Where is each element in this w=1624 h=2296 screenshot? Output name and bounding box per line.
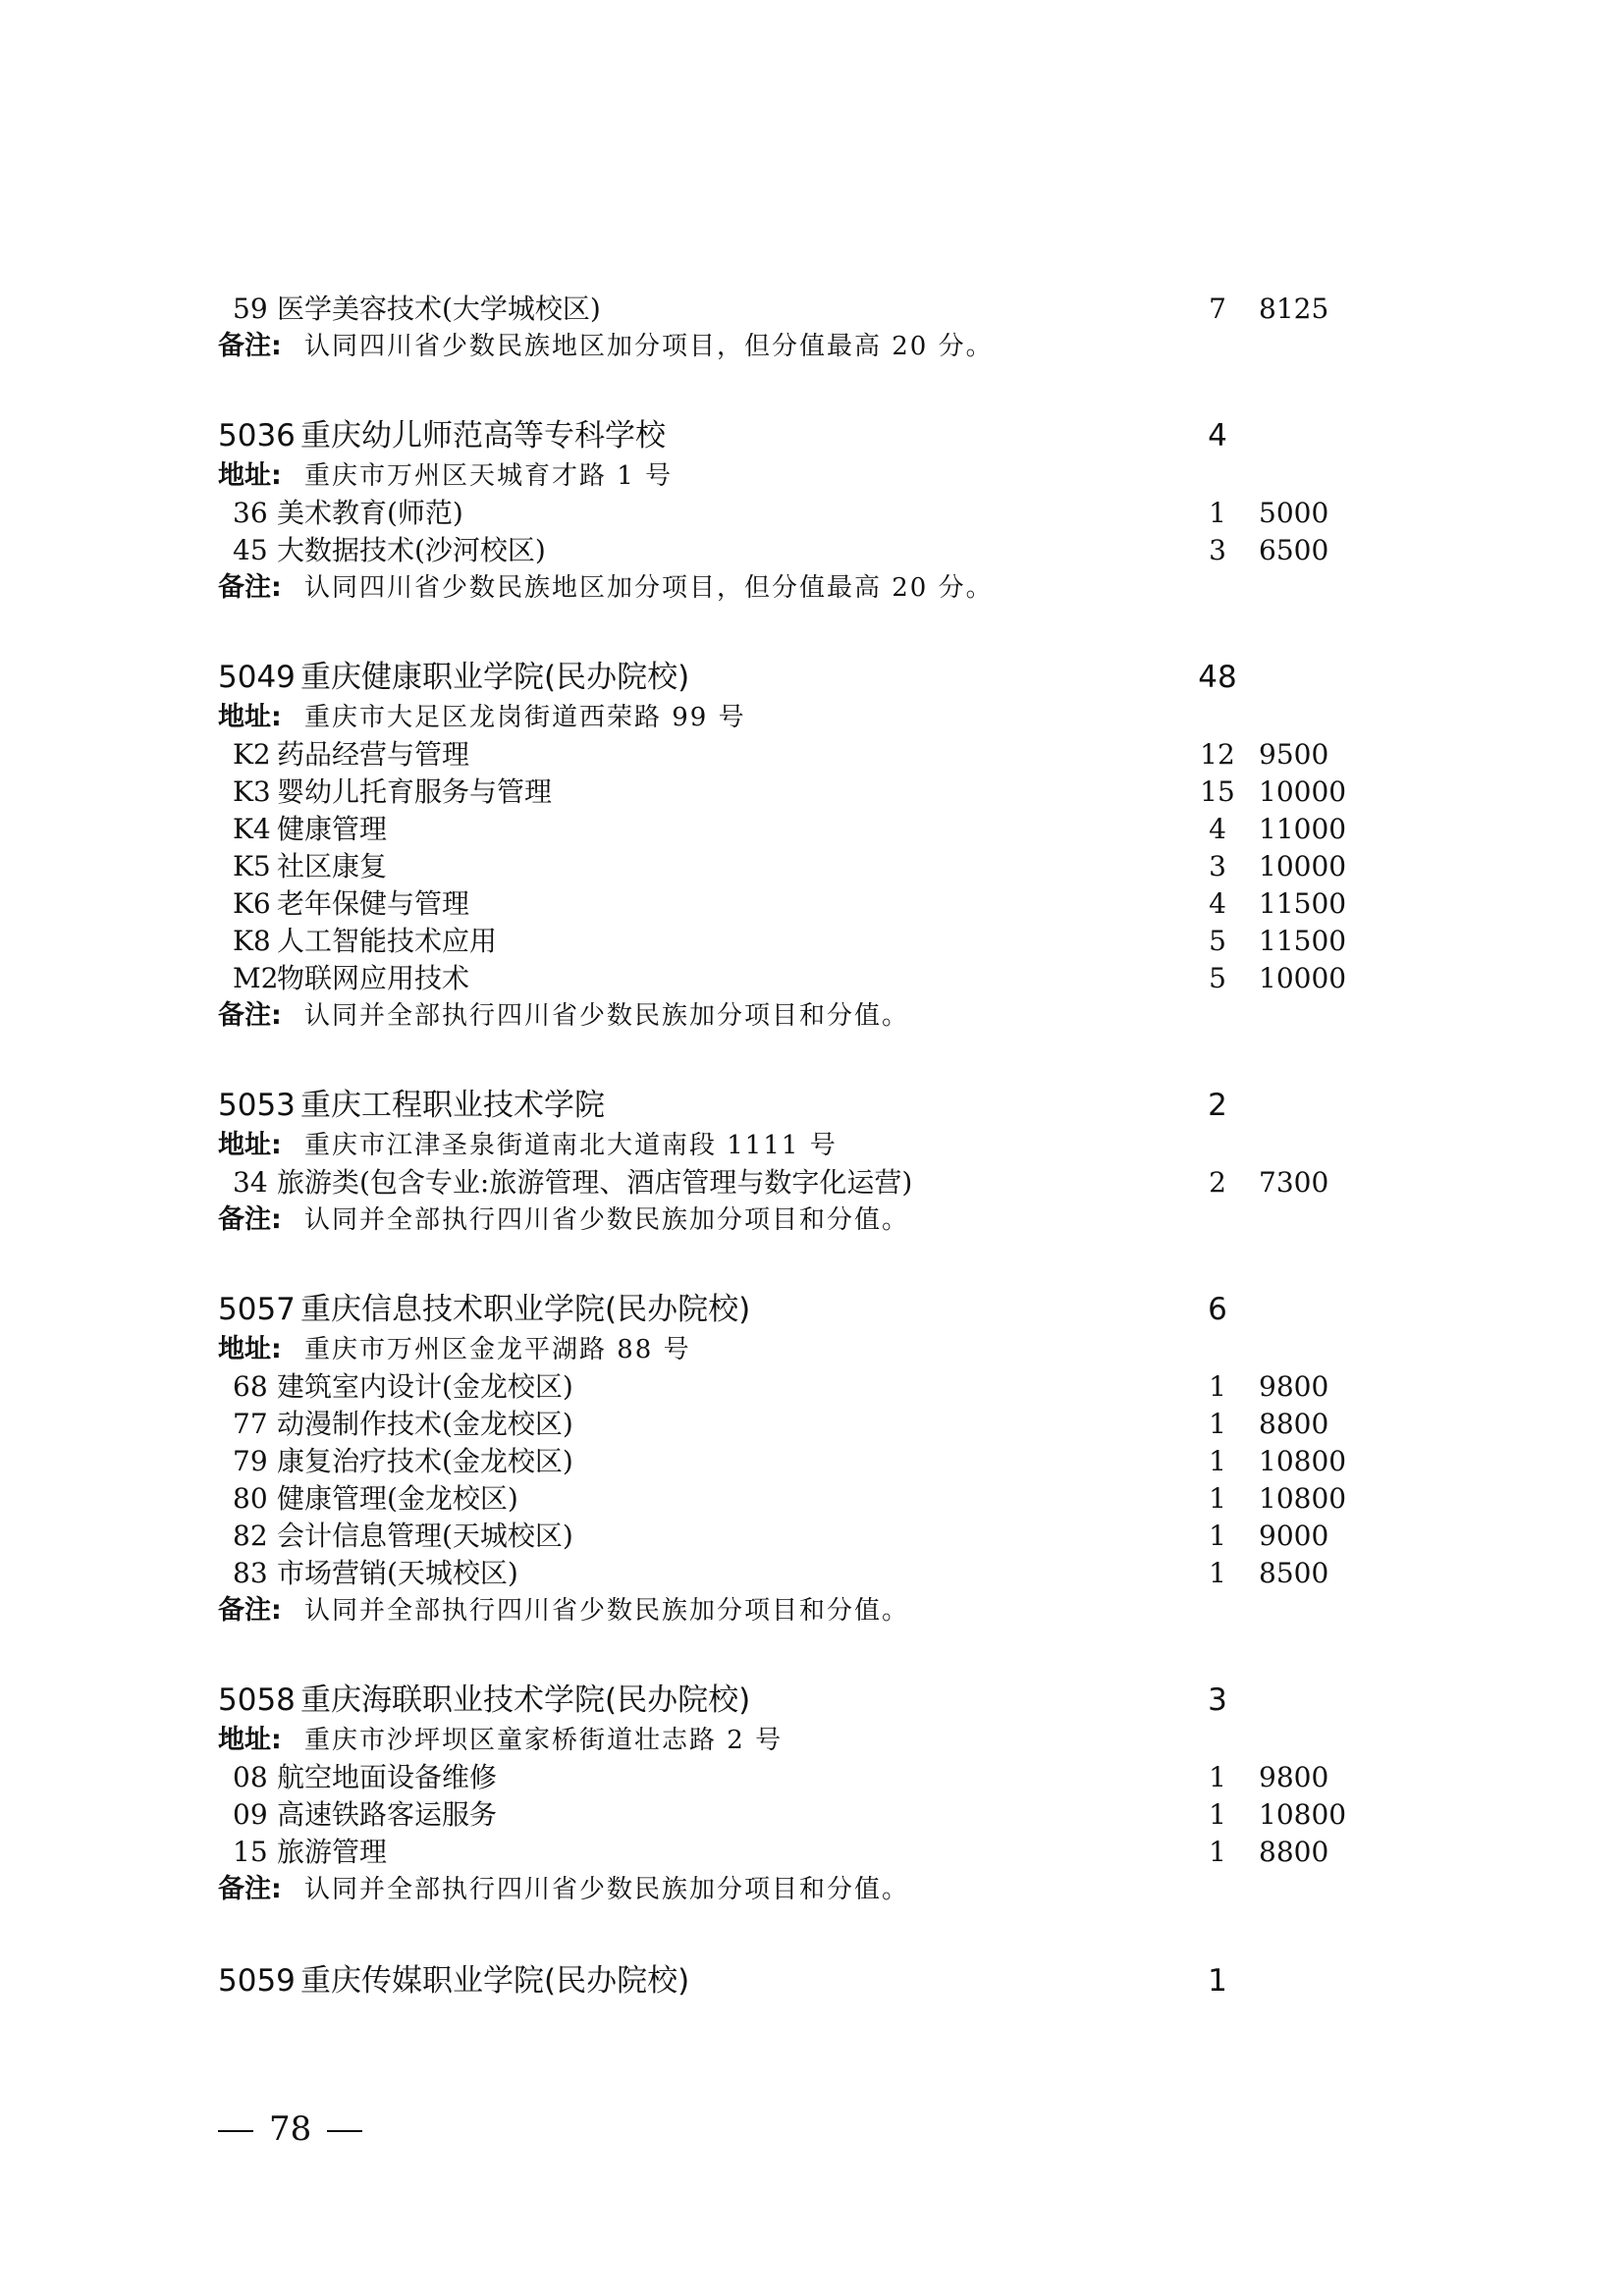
program-code: 59 [233,293,268,325]
address-row [218,1127,1396,1164]
address-text: 重庆市万州区天城育才路 1 号 [304,461,674,491]
program-fee: 10800 [1259,1798,1347,1831]
school-code: 5036 [218,418,296,454]
program-fee: 10000 [1259,850,1347,882]
school-code: 5058 [218,1682,296,1718]
program-name: 建筑室内设计(金龙校区) [277,1370,573,1403]
program-count: 1 [1209,1445,1226,1477]
program-row [218,1406,1396,1443]
program-row [218,1164,1396,1201]
program-fee: 9800 [1259,1370,1329,1403]
address-text: 重庆市沙坪坝区童家桥街道壮志路 2 号 [304,1726,784,1755]
school-code: 5057 [218,1292,296,1327]
program-row [218,495,1396,532]
program-code: K8 [233,925,271,957]
address-row [218,1331,1396,1368]
program-row [218,1480,1396,1518]
program-code: 36 [233,497,268,529]
note-label: 备注: [218,1000,282,1031]
address-label: 地址: [218,460,282,491]
program-count: 2 [1209,1166,1226,1199]
program-name: 老年保健与管理 [277,887,470,920]
school-count: 48 [1198,660,1237,695]
note-label: 备注: [218,1874,282,1904]
program-row [218,1834,1396,1871]
program-count: 1 [1209,497,1226,529]
program-count: 5 [1209,925,1226,957]
program-name: 市场营销(天城校区) [277,1557,518,1589]
note-row [218,569,1396,607]
program-count: 7 [1209,293,1226,325]
program-fee: 9800 [1259,1761,1329,1793]
program-fee: 11500 [1259,925,1347,957]
note-row [218,1201,1396,1239]
program-name: 医学美容技术(大学城校区) [277,293,601,325]
program-count: 3 [1209,534,1226,566]
program-fee: 10800 [1259,1445,1347,1477]
program-row [218,811,1396,848]
school-count: 1 [1208,1963,1227,1999]
program-code: 34 [233,1166,268,1199]
program-fee: 10000 [1259,962,1347,994]
program-count: 12 [1200,738,1235,771]
program-fee: 9500 [1259,738,1329,771]
note-label: 备注: [218,331,282,361]
note-row [218,1871,1396,1908]
program-row [218,848,1396,885]
program-code: 68 [233,1370,268,1403]
program-code: 15 [233,1836,268,1868]
program-row [218,736,1396,774]
program-code: K5 [233,850,271,882]
program-row [218,923,1396,960]
program-count: 1 [1209,1408,1226,1440]
school-code: 5053 [218,1088,296,1123]
program-name: 旅游管理 [277,1836,388,1868]
program-row [218,1759,1396,1796]
address-row [218,457,1396,495]
program-name: 美术教育(师范) [277,497,463,529]
program-name: 航空地面设备维修 [277,1761,498,1793]
note-row [218,997,1396,1035]
program-code: 82 [233,1520,268,1552]
note-label: 备注: [218,1204,282,1235]
address-text: 重庆市万州区金龙平湖路 88 号 [304,1335,691,1364]
program-name: 动漫制作技术(金龙校区) [277,1408,573,1440]
program-row [218,1443,1396,1480]
program-count: 5 [1209,962,1226,994]
note-label: 备注: [218,572,282,603]
program-fee: 11000 [1259,813,1347,845]
address-row [218,1722,1396,1759]
program-count: 3 [1209,850,1226,882]
program-code: K4 [233,813,271,845]
program-row [218,885,1396,923]
program-row [218,291,1396,328]
program-name: 健康管理(金龙校区) [277,1482,518,1515]
school-name: 重庆信息技术职业学院(民办院校) [300,1292,751,1327]
address-label: 地址: [218,1130,282,1160]
program-count: 1 [1209,1482,1226,1515]
program-code: 83 [233,1557,268,1589]
program-row [218,774,1396,811]
program-count: 1 [1209,1520,1226,1552]
program-name: 健康管理 [277,813,388,845]
program-name: 社区康复 [277,850,388,882]
address-row [218,699,1396,736]
program-code: 77 [233,1408,268,1440]
program-fee: 10000 [1259,775,1347,808]
program-row [218,1555,1396,1592]
school-code: 5059 [218,1963,296,1999]
school-header [218,656,1396,699]
school-header [218,1679,1396,1722]
program-count: 4 [1209,813,1226,845]
program-fee: 8500 [1259,1557,1329,1589]
school-name: 重庆幼儿师范高等专科学校 [300,418,666,454]
program-count: 1 [1209,1557,1226,1589]
school-name: 重庆传媒职业学院(民办院校) [300,1963,690,1999]
program-fee: 8800 [1259,1408,1329,1440]
program-code: K3 [233,775,271,808]
note-text: 认同并全部执行四川省少数民族加分项目和分值。 [304,1001,910,1031]
program-row [218,1518,1396,1555]
program-count: 15 [1200,775,1235,808]
address-text: 重庆市大足区龙岗街道西荣路 99 号 [304,703,746,732]
school-header [218,1084,1396,1127]
page-number: 78 [269,2109,312,2149]
program-fee: 8125 [1259,293,1329,325]
program-name: 会计信息管理(天城校区) [277,1520,573,1552]
program-code: 79 [233,1445,268,1477]
program-name: 高速铁路客运服务 [277,1798,498,1831]
address-text: 重庆市江津圣泉街道南北大道南段 1111 号 [304,1131,838,1160]
note-label: 备注: [218,1595,282,1626]
program-fee: 10800 [1259,1482,1347,1515]
program-fee: 9000 [1259,1520,1329,1552]
program-code: K2 [233,738,271,771]
school-header [218,414,1396,457]
program-fee: 5000 [1259,497,1329,529]
address-label: 地址: [218,702,282,732]
school-count: 4 [1208,418,1227,454]
note-text: 认同四川省少数民族地区加分项目，但分值最高 20 分。 [304,573,994,603]
footer-dash-right [327,2130,362,2132]
program-name: 康复治疗技术(金龙校区) [277,1445,573,1477]
page-footer [218,2108,378,2151]
program-code: 09 [233,1798,268,1831]
program-name: 大数据技术(沙河校区) [277,534,546,566]
program-code: 45 [233,534,268,566]
program-row [218,960,1396,997]
address-label: 地址: [218,1334,282,1364]
footer-dash-left [218,2130,253,2132]
program-row [218,532,1396,569]
note-text: 认同并全部执行四川省少数民族加分项目和分值。 [304,1875,910,1904]
program-count: 1 [1209,1761,1226,1793]
program-code: 08 [233,1761,268,1793]
program-fee: 7300 [1259,1166,1329,1199]
school-name: 重庆海联职业技术学院(民办院校) [300,1682,751,1718]
school-name: 重庆健康职业学院(民办院校) [300,660,690,695]
program-row [218,1796,1396,1834]
program-count: 1 [1209,1836,1226,1868]
school-count: 6 [1208,1292,1227,1327]
program-name: 物联网应用技术 [277,962,470,994]
program-fee: 11500 [1259,887,1347,920]
school-header [218,1959,1396,2002]
program-count: 1 [1209,1370,1226,1403]
program-name: 旅游类(包含专业:旅游管理、酒店管理与数字化运营) [277,1166,913,1199]
school-header [218,1288,1396,1331]
program-fee: 8800 [1259,1836,1329,1868]
program-code: 80 [233,1482,268,1515]
address-label: 地址: [218,1725,282,1755]
note-text: 认同并全部执行四川省少数民族加分项目和分值。 [304,1596,910,1626]
program-row [218,1368,1396,1406]
program-fee: 6500 [1259,534,1329,566]
program-code: K6 [233,887,271,920]
program-count: 1 [1209,1798,1226,1831]
school-name: 重庆工程职业技术学院 [300,1088,605,1123]
school-count: 2 [1208,1088,1227,1123]
program-count: 4 [1209,887,1226,920]
note-text: 认同并全部执行四川省少数民族加分项目和分值。 [304,1205,910,1235]
program-code: M2 [233,962,279,994]
note-row [218,1592,1396,1629]
note-row [218,328,1396,365]
school-code: 5049 [218,660,296,695]
program-name: 药品经营与管理 [277,738,470,771]
program-name: 婴幼儿托育服务与管理 [277,775,553,808]
school-count: 3 [1208,1682,1227,1718]
program-name: 人工智能技术应用 [277,925,498,957]
note-text: 认同四川省少数民族地区加分项目，但分值最高 20 分。 [304,332,994,361]
